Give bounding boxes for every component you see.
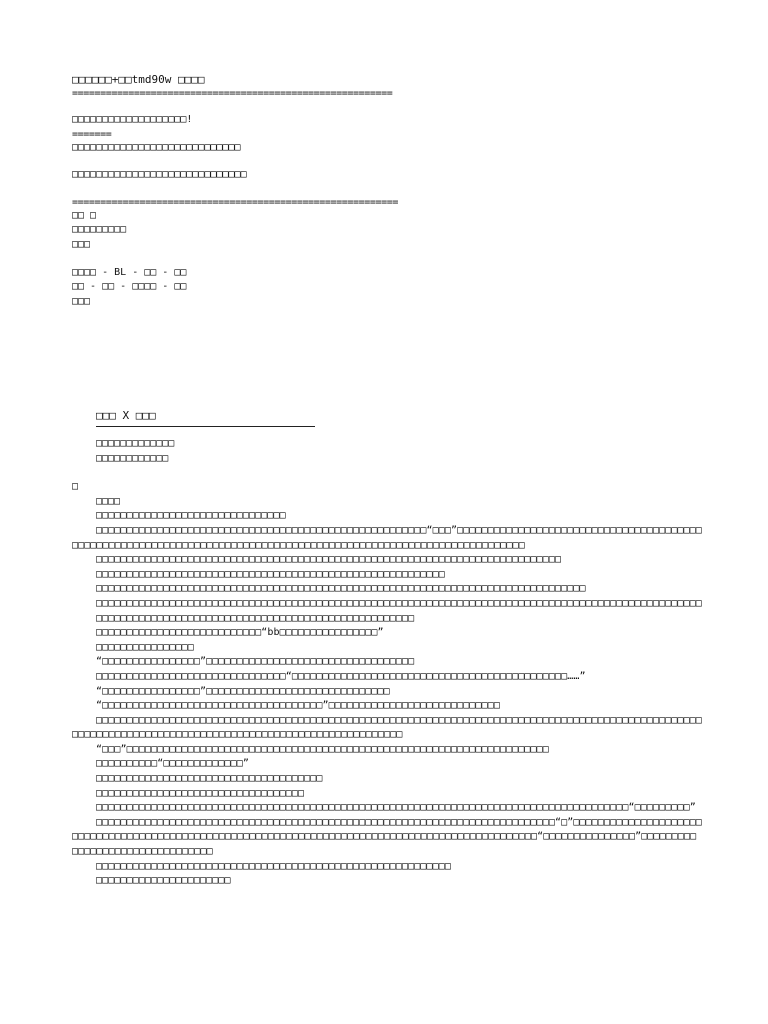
paragraph: □□□□□□□□□□□□□□□□: [96, 641, 194, 653]
paragraph: “□□□”□□□□□□□□□□□□□□□□□□□□□□□□□□□□□□□□□□□□□□□□□□□□□□□□□□□□□□□□□□□□□□□□□□□□□: [96, 743, 549, 755]
section-heading: □□□□: [96, 495, 121, 507]
paragraph: “□□□□□□□□□□□□□□□□□□□□□□□□□□□□□□□□□□□□”□□□□□□□□□□□□□□□□□□□□□□□□□□□□: [96, 700, 500, 712]
section-marker: □: [72, 481, 79, 493]
paragraph: □□□□□□□□□□□□□□□□□□□□□□□□□□□□□□□□□□□□□□□□□□□□□□□□□□□□□□□□□□: [96, 860, 451, 872]
paragraph: □□□□□□□□□□□□□□□□□□□□□□□□□□□□□□□□□□□□□□□□□□□□□□□□□□□□: [96, 612, 415, 624]
intro-line: □□□□□□□□□□□□□□□□□□□□□□□□□□□□□: [72, 169, 247, 181]
paragraph: □□□□□□□□□□□□□□□□□□□□□□□□□□□□□□□□□□□□□□□□□□□□□□□□□□□□□□□□□□□□□□□□□□□□□□□□□□□□□□□□□□□□□□□□□□□□□□□□□□□: [96, 597, 702, 609]
tags-line: □□□: [72, 295, 91, 307]
paragraph: □□□□□□□□□□□□□□□□□□□□□□□□□□□□□□□□□□□□□□□□□□□□□□□□□□□□□□□□□□□□□□□□□□□□□□□□□□□□□□□□□□□□□□□“□□□□□□□□□”: [96, 802, 696, 814]
meta-line: □□□: [72, 238, 91, 250]
tags-line: □□□□ - BL - □□ - □□: [72, 266, 187, 278]
paragraph: □□□□□□□□□□□□□□□□□□□□□□□□□□□□□□□□□□□□□□□□□□□□□□□□□□□□□□□□□□□□□□□□□□□□□□□□□□□□□□□□: [96, 583, 586, 595]
chapter-subtitle: □□□□□□□□□□□□: [96, 452, 169, 464]
paragraph: □□□□□□□□□□□□□□□□□□□□□□□□□□□□□□□□□□□□□□□□□□□□□□□□□□□□□□□□□□□□□□□□□□□□□□□□□□□□: [96, 554, 562, 566]
chapter-title: □□□ X □□□: [96, 409, 156, 422]
paragraph: □□□□□□□□□□□□□□□□□□□□□□□□□□□□□□□“□□□□□□□□□□□□□□□□□□□□□□□□□□□□□□□□□□□□□□□□□□□□□……”: [96, 670, 586, 682]
paragraph: □□□□□□□□□□□□□□□□□□□□□□□□□□□□□□□□□□□□□: [96, 773, 323, 785]
paragraph: □□□□□□□□□□□□□□□□□□□□□□□□□□□□□□□: [96, 510, 286, 522]
paragraph: □□□□□□□□□□□□□□□□□□□□□□: [96, 875, 231, 887]
paragraph: □□□□□□□□□□□□□□□□□□□□□□□□□□□□□□□□□□: [96, 787, 305, 799]
chapter-subtitle: □□□□□□□□□□□□□: [96, 438, 175, 449]
paragraph: “□□□□□□□□□□□□□□□□”□□□□□□□□□□□□□□□□□□□□□□□□□□□□□□: [96, 685, 390, 697]
document-header: [72, 72, 702, 309]
paragraph: □□□□□□□□□□□□□□□□□□□□□□□□□□□□□□□□□□□□□□□□□□□□□□□□□□□□□□□□□□□□□□□□□□□□□□□□□□□“□”□□□□□□□□□□□□□□□□□□□□□□□□□□□□□□□□□□□□□□□□□□□□□□□□□□□□□□□□□□□□□□□□□□□□□□□□□□□□□□□□□□□□□□□□□□□□□□□□□“□□□□□□□□□□□□□□□”□□□□□□□□□□□□□□□□□□□□□□□□□□□□□□□□: [72, 816, 702, 858]
intro-line: □□□□□□□□□□□□□□□□□□□□□□□□□□□□: [72, 141, 241, 153]
document-title: □□□□□□+□□tmd90w □□□□: [72, 73, 205, 86]
meta-line: □□ □: [72, 209, 97, 221]
paragraph: □□□□□□□□□□□□□□□□□□□□□□□□□□□□□□□□□□□□□□□□□□□□□□□□□□□□□□“□□□”□□□□□□□□□□□□□□□□□□□□□□□□□□□□□□□□□□□□□□□□□□□□□□□□□□□□□□□□□□□□□□□□□□□□□□□□□□□□□□□□□□□□□□□□□□□□□□□□□□□□□□□□□□□□□□□□□□: [72, 524, 702, 551]
paragraph: □□□□□□□□□□□□□□□□□□□□□□□□□□□“bb□□□□□□□□□□□□□□□□”: [96, 627, 384, 639]
meta-line: □□□□□□□□□: [72, 224, 127, 236]
spacer: [72, 253, 702, 266]
spacer: [72, 100, 702, 113]
spacer: [72, 155, 702, 168]
paragraph: “□□□□□□□□□□□□□□□□”□□□□□□□□□□□□□□□□□□□□□□□□□□□□□□□□□□: [96, 656, 415, 668]
spacer: [72, 466, 702, 480]
paragraph: □□□□□□□□□□□□□□□□□□□□□□□□□□□□□□□□□□□□□□□□□□□□□□□□□□□□□□□□□□□□□□□□□□□□□□□□□□□□□□□□□□□□□□□□□□□□□□□□□□□□□□□□□□□□□□□□□□□□□□□□□□□□□□□□□□□□□□□□□□□□□□□□□□□□□□□□□: [72, 714, 702, 741]
separator: =========================================================: [72, 88, 393, 99]
spacer: [72, 183, 702, 196]
paragraph: □□□□□□□□□□“□□□□□□□□□□□□□”: [96, 758, 250, 770]
greeting-line: □□□□□□□□□□□□□□□□□□□!: [72, 114, 193, 125]
chapter-rule: [96, 426, 315, 427]
separator: ==========================================================: [72, 196, 398, 208]
tags-line: □□ - □□ - □□□□ - □□: [72, 281, 187, 293]
paragraph-list: [72, 509, 702, 888]
separator-short: =======: [72, 128, 112, 140]
paragraph: □□□□□□□□□□□□□□□□□□□□□□□□□□□□□□□□□□□□□□□□□□□□□□□□□□□□□□□□□: [96, 568, 445, 580]
chapter-body: [72, 408, 702, 889]
